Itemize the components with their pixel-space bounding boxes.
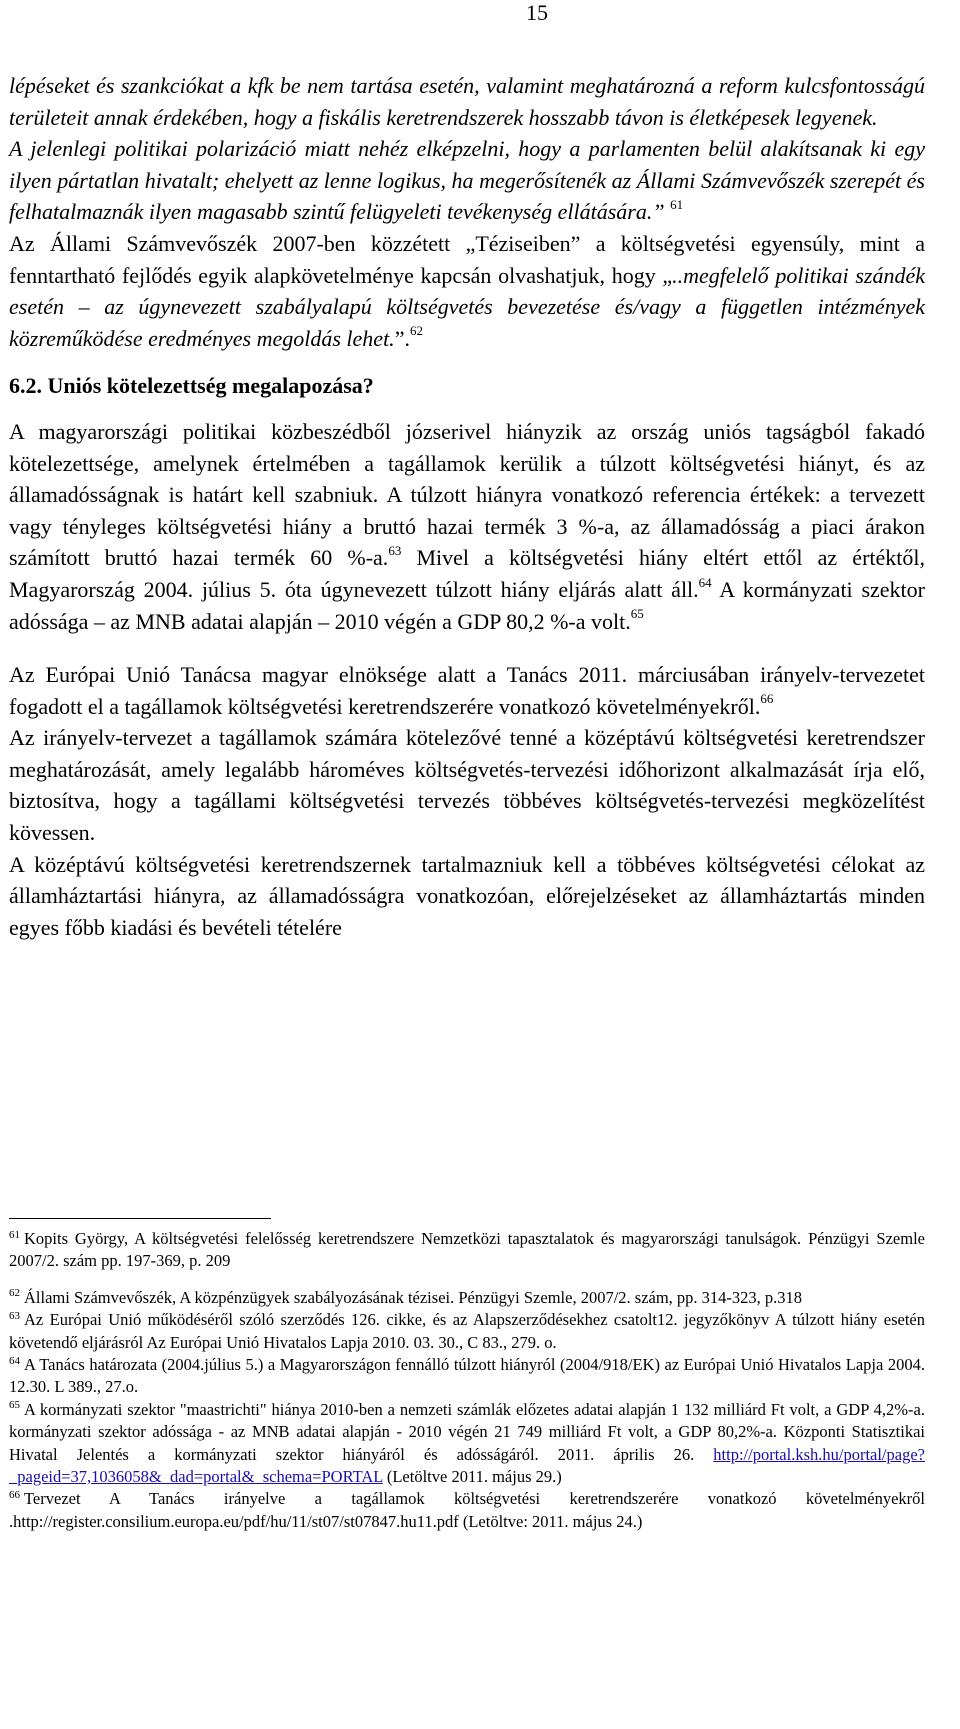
footnote-text: A kormányzati szektor "maastrichti" hiánya 2010-ben a nemzeti számlák előzetes adatai alapján 1 132 milliárd Ft volt, a GDP 4,2%-a. kormányzati szektor adóssága - az MNB adatai alapján - 2010 végén 21 749 milliárd Ft volt, a GDP 80,2%-a. Központi Statisztikai Hivatal Jelentés a kormányzati szektor hiányáról és adósságáról. 2011. április 26.: [9, 1399, 925, 1464]
main-text: [9, 70, 925, 943]
paragraph-quote-continued: [9, 70, 925, 133]
paragraph-council-presidency: [9, 659, 925, 722]
footnote-number: 65: [9, 1399, 20, 1412]
quote-text: A jelenlegi politikai polarizáció miatt nehéz elképzelni, hogy a parlamenten belül alakítsanak ki egy ilyen pártatlan hivatalt; ehelyett az lenne logikus, ha megerősítenék az Állami Számvevőszék szerepét és felhatalmaznák ilyen magasabb szintű felügyeleti tevékenység ellátására.”: [9, 136, 925, 225]
page-number: 15: [526, 0, 548, 25]
paragraph-asz-theses: [9, 228, 925, 354]
paragraph-gap: [9, 637, 925, 659]
footnote-65: [9, 1399, 925, 1489]
footnote-ref[interactable]: 61: [670, 197, 684, 213]
footnote-ref[interactable]: 66: [760, 691, 774, 707]
footnote-ref[interactable]: 62: [409, 323, 423, 339]
footnote-61: [9, 1228, 925, 1273]
paragraph-text: Mivel a költségvetési hiány eltért ettől az értéktől, Magyarország 2004. július 5. óta úgynevezett túlzott hiány eljárás alatt áll.: [9, 545, 926, 602]
paragraph-text: Az Állami Számvevőszék 2007-ben közzétett „Téziseiben” a költségvetési egyensúly, mint a fenntartható fejlődés egyik alapkövetelménye kapcsán olvashatjuk, hogy „: [9, 230, 925, 288]
footnote-66: [9, 1488, 925, 1533]
footnote-ref[interactable]: 63: [388, 542, 402, 558]
footnote-number: 61: [9, 1228, 20, 1241]
footnote-text: Kopits György, A költségvetési felelősség keretrendszere Nemzetközi tapasztalatok és magyarországi tanulságok. Pénzügyi Szemle 2007/2. szám pp. 197-369, p. 209: [9, 1229, 925, 1271]
footnote-text: Tervezet A Tanács irányelve a tagállamok költségvetési keretrendszerére vonatkozó követelményekről .http://register.consilium.europa.eu/pdf/hu/11/st07/st07847.hu11.pdf (Letöltve: 2011. május 24.): [9, 1489, 925, 1531]
footnote-number: 62: [9, 1287, 20, 1300]
paragraph-directive-draft: Az irányelv-tervezet a tagállamok számára kötelezővé tenné a középtávú költségvetési keretrendszer meghatározását, amely legalább hároméves költségvetés-tervezési időhorizont alkalmazását írja elő, biztosítva, hogy a tagállami költségvetési tervezés többéves költségvetés-tervezési megközelítést kövessen.: [9, 725, 925, 846]
paragraph-eu-obligation: [9, 416, 925, 637]
quote-text: lépéseket és szankciókat a kfk be nem tartása esetén, valamint meghatározná a reform kulcsfontosságú területeit annak érdekében, hogy a fiskális keretrendszerek hosszabb távon is életképesek legyenek.: [9, 73, 925, 130]
footnote-separator: [9, 1218, 271, 1219]
paragraph-text: Az Európai Unió Tanácsa magyar elnöksége alatt a Tanács 2011. márciusában irányelv-tervezetet fogadott el a tagállamok költségvetési keretrendszerére vonatkozó követelményekről.: [9, 662, 925, 719]
section-heading: 6.2. Uniós kötelezettség megalapozása?: [9, 373, 374, 399]
footnote-number: 66: [9, 1488, 20, 1501]
footnote-text: Az Európai Unió működéséről szóló szerződés 126. cikke, és az Alapszerződésekhez csatolt12. jegyzőkönyv A túlzott hiány esetén követendő eljárásról Az Európai Unió Hivatalos Lapja 2010. 03. 30., C 83., 279. o.: [9, 1310, 925, 1352]
footnote-62: [9, 1287, 925, 1309]
paragraph-text: ”.: [394, 325, 410, 351]
footnote-number: 64: [9, 1354, 20, 1367]
footnote-text: A Tanács határozata (2004.július 5.) a Magyarországon fennálló túlzott hiányról (2004/918/EK) az Európai Unió Hivatalos Lapja 2004. 12.30. L 389., 27.o.: [9, 1355, 925, 1397]
footnote-63: [9, 1309, 925, 1354]
paragraph-medium-term-framework: A középtávú költségvetési keretrendszernek tartalmazniuk kell a többéves költségvetési célokat az államháztartási hiányra, az államadósságra vonatkozóan, előrejelzéseket az államháztartás minden egyes főbb kiadási és bevételi tételére: [9, 851, 925, 940]
footnote-64: [9, 1354, 925, 1399]
footnote-text: (Letöltve 2011. május 29.): [382, 1467, 562, 1487]
footnote-text: Állami Számvevőszék, A közpénzügyek szabályozásának tézisei. Pénzügyi Szemle, 2007/2. szám, pp. 314-323, p.318: [24, 1287, 803, 1307]
quote-text: ..megfelelő politikai szándék esetén – az úgynevezett szabályalapú költségvetés bevezetése és/vagy a független intézmények közreműködése eredményes megoldás lehet.: [9, 262, 925, 351]
footnotes: [9, 1228, 925, 1533]
ksh-portal-link[interactable]: http://portal.ksh.hu/portal/page?_pageid=37,1036058&_dad=portal&_schema=PORTAL: [9, 1444, 925, 1487]
paragraph-text: A magyarországi politikai közbeszédből józserivel hiányzik az ország uniós tagságból fakadó kötelezettsége, amelynek értelmében a tagállamok kerülik a túlzott költségvetési hiányt, és az államadósságnak is határt kell szabniuk. A túlzott hiányra vonatkozó referencia értékek: a tervezett vagy tényleges költségvetési hiány a bruttó hazai termék 3 %-a, az államadósság a piaci árakon számított bruttó hazai termék 60 %-a.: [9, 418, 925, 571]
footnote-number: 63: [9, 1309, 20, 1322]
paragraph-text: A kormányzati szektor adóssága – az MNB adatai alapján – 2010 végén a GDP 80,2 %-a volt.: [9, 576, 925, 634]
paragraph-quote-polarization: [9, 133, 925, 228]
footnote-ref[interactable]: 65: [630, 606, 644, 622]
footnote-ref[interactable]: 64: [698, 574, 712, 590]
